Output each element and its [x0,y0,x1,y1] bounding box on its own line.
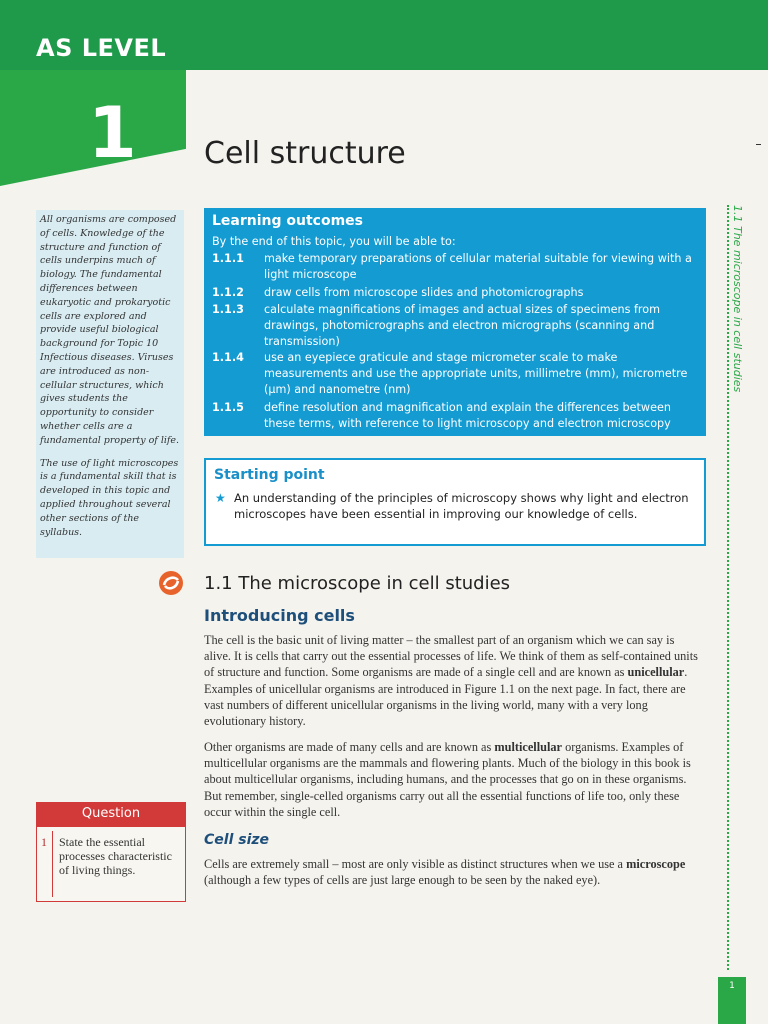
margin-section-label: 1.1 The microscope in cell studies [731,205,744,393]
chapter-title: Cell structure [204,136,406,171]
outcome-code: 1.1.2 [212,286,244,299]
question-box [36,826,186,902]
outcome-item [212,285,702,301]
sidebar-paragraph: All organisms are composed of cells. Knowledge of the structure and function of cells underpins much of biology. The fundamental differences between eukaryotic and prokaryotic cells are explored and provide useful biological background for Topic 10 Infectious diseases. Viruses are introduced as non-cellular structures, which gives students the opportunity to consider whether cells are a fundamental property of life. [40,214,180,446]
margin-tick [756,144,761,145]
subheading: Cell size [204,832,270,848]
outcome-text: draw cells from microscope slides and photomicrographs [264,286,584,299]
page-number: 1 [729,981,735,991]
body-paragraph: The cell is the basic unit of living matter – the smallest part of an organism which we can say is alive. It is cells that carry out the essential processes of life. We think of them as self-contained units of structure and function. Some organisms are made of a single cell and are known as unicellular. Examples of unicellular organisms are introduced in Figure 1.1 on the next page. In fact, there are vast numbers of different unicellular organisms in the living world, many with a very long evolutionary history. [204,633,698,729]
starting-point-box [204,458,706,546]
outcome-item [212,302,702,349]
section-title: 1.1 The microscope in cell studies [204,573,511,594]
chapter-intro-sidebar [36,210,184,558]
outcome-text: make temporary preparations of cellular material suitable for viewing with a light microscope [264,252,692,281]
section-heading: Introducing cells [204,606,355,625]
sidebar-paragraph: The use of light microscopes is a fundamental skill that is developed in this topic and applied throughout several other sections of the syllabus. [40,457,179,538]
level-label: AS LEVEL [36,34,167,62]
learning-outcomes-title: Learning outcomes [212,213,364,229]
online-resource-icon [158,570,184,596]
learning-outcomes-box [204,208,706,436]
question-text: State the essential processes characteristic of living things. [59,835,172,877]
outcome-code: 1.1.4 [212,351,244,364]
outcome-code: 1.1.1 [212,252,244,265]
starting-point-title: Starting point [214,467,325,483]
body-paragraph: Cells are extremely small – most are only visible as distinct structures when we use a microscope (although a few types of cells are just large enough to be seen by the naked eye). [204,857,686,888]
key-term: unicellular [627,665,685,680]
body-paragraph: Other organisms are made of many cells and are known as multicellular organisms. Examples of multicellular organisms are the mammals and flowering plants. Much of the biology in this book is about multicellular organisms, including humans, and the processes that go on in these organisms. But remember, single-celled organisms carry out all the essential functions of life too, only these occur within the single cell. [204,740,691,819]
outcome-item [212,251,702,283]
chapter-number: 1 [88,92,137,174]
question-header: Question [36,802,186,826]
margin-dotted-rule [727,205,729,970]
outcome-code: 1.1.3 [212,303,244,316]
outcome-text: calculate magnifications of images and actual sizes of specimens from drawings, photomicrographs and electron micrographs (scanning and transmission) [264,303,661,348]
key-term: multicellular [494,740,562,754]
outcome-code: 1.1.5 [212,401,244,414]
outcome-item [212,400,702,432]
question-number: 1 [41,835,47,849]
outcome-text: use an eyepiece graticule and stage micrometer scale to make measurements and use the appropriate units, millimetre (mm), micrometre (µm) and nanometre (nm) [264,351,688,396]
outcome-text: define resolution and magnification and explain the differences between these terms, with reference to light microscopy and electron microscopy [264,401,671,430]
starting-point-text: An understanding of the principles of microscopy shows why light and electron microscopes have been essential in improving our knowledge of cells. [234,491,689,521]
learning-outcomes-intro: By the end of this topic, you will be able to: [212,235,456,248]
outcome-item [212,350,702,397]
star-icon: ★ [215,491,226,505]
question-divider [52,831,53,897]
key-term: microscope [626,857,686,871]
